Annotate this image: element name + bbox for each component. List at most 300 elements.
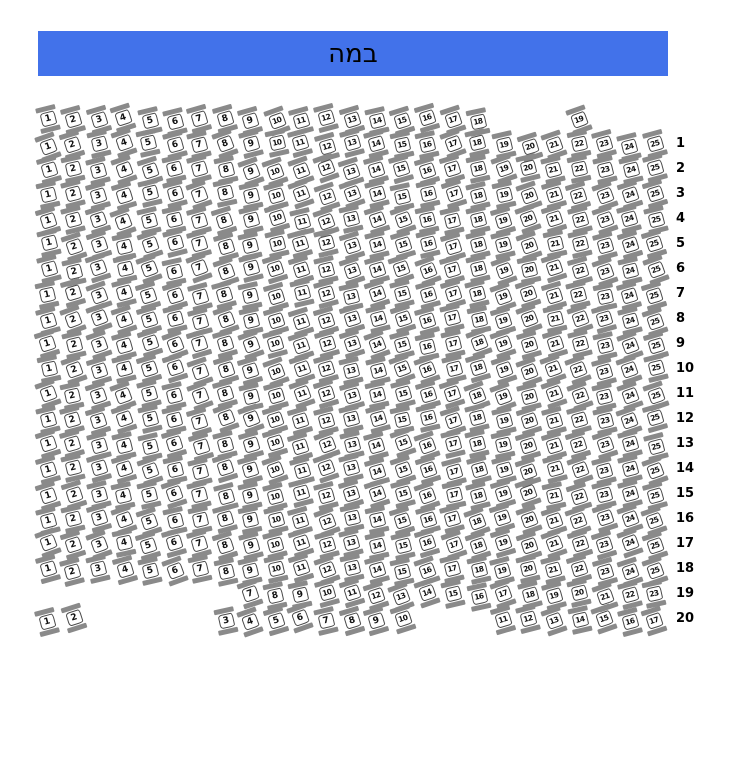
seat-row-17-num-8[interactable] — [212, 530, 239, 561]
seat-number: 16 — [422, 514, 434, 526]
seat-row-18-num-10[interactable] — [263, 554, 288, 584]
seat-row-11-num-7[interactable] — [186, 380, 214, 411]
seat-row-14-num-3[interactable] — [86, 453, 112, 483]
seat-row-5-num-16[interactable] — [415, 229, 440, 259]
seat-row-13-num-18[interactable] — [465, 429, 490, 459]
seat-row-6-num-1[interactable] — [36, 254, 62, 284]
seat-row-5-num-6[interactable] — [162, 228, 188, 258]
seat-row-18-num-20[interactable] — [515, 554, 540, 584]
seat-number: 13 — [346, 240, 358, 252]
seat-row-2-num-18[interactable] — [465, 154, 490, 184]
seat-pad — [241, 237, 259, 254]
seat-row-10-num-24[interactable] — [616, 354, 643, 385]
seat-row-20-num-6[interactable] — [286, 603, 314, 634]
seat-row-17-num-16[interactable] — [414, 528, 441, 559]
seat-row-2-num-4[interactable] — [110, 155, 137, 186]
seat-row-6-num-9[interactable] — [238, 253, 264, 283]
seat-number: 10 — [271, 137, 282, 149]
seat-row-9-num-23[interactable] — [593, 331, 618, 361]
row-label-2: 2 — [676, 161, 686, 176]
seat-number: 6 — [170, 139, 180, 151]
seat-row-18-num-8[interactable] — [213, 557, 238, 587]
seat-row-2-num-23[interactable] — [592, 155, 618, 185]
seat-row-13-num-22[interactable] — [565, 429, 592, 460]
seat-number: 22 — [574, 338, 586, 350]
seat-row-19-num-16[interactable] — [466, 582, 491, 612]
seat-number: 22 — [573, 490, 585, 503]
seat-row-15-num-6[interactable] — [160, 478, 187, 509]
seat-row-2-num-25[interactable] — [642, 153, 668, 183]
seat-row-17-num-19[interactable] — [490, 528, 517, 559]
seat-row-18-num-6[interactable] — [161, 556, 189, 587]
seat-number: 18 — [472, 239, 484, 251]
seat-row-20-num-10[interactable] — [389, 604, 416, 635]
seat-number: 23 — [598, 464, 610, 476]
seat-number: 12 — [320, 415, 332, 427]
seat-number: 20 — [523, 390, 535, 402]
seat-row-12-num-5[interactable] — [137, 404, 162, 434]
seat-row-18-num-18[interactable] — [466, 555, 491, 585]
seat-row-8-num-4[interactable] — [110, 305, 137, 336]
seat-row-19-num-14[interactable] — [414, 578, 441, 609]
seat-row-19-num-22[interactable] — [617, 580, 643, 610]
seat-row-17-num-7[interactable] — [186, 528, 212, 558]
seat-number: 16 — [421, 341, 433, 352]
seat-number: 1 — [43, 438, 53, 450]
seat-row-10-num-16[interactable] — [413, 354, 440, 385]
seat-row-14-num-21[interactable] — [542, 453, 568, 483]
seat-row-12-num-14[interactable] — [365, 403, 391, 433]
seat-row-17-num-4[interactable] — [112, 528, 137, 558]
seat-row-11-num-21[interactable] — [541, 378, 568, 409]
seat-row-7-num-25[interactable] — [641, 281, 668, 312]
seat-number: 25 — [648, 540, 661, 552]
seat-row-17-num-15[interactable] — [390, 531, 415, 561]
seat-row-8-num-15[interactable] — [389, 303, 416, 334]
seat-row-10-num-6[interactable] — [161, 353, 188, 384]
seat-row-4-num-24[interactable] — [616, 204, 642, 234]
seat-row-18-num-1[interactable] — [35, 554, 61, 584]
seat-row-7-num-24[interactable] — [616, 281, 642, 311]
seat-row-7-num-18[interactable] — [464, 279, 490, 309]
seat-row-8-num-3[interactable] — [85, 303, 113, 334]
seat-pad — [191, 560, 209, 577]
seat-row-20-num-16[interactable] — [617, 607, 643, 637]
seat-row-4-num-3[interactable] — [85, 204, 112, 235]
seat-row-3-num-5[interactable] — [137, 178, 162, 208]
seat-row-9-num-8[interactable] — [212, 329, 238, 359]
seat-row-13-num-23[interactable] — [591, 429, 618, 460]
seat-pad — [165, 411, 183, 428]
seat-row-10-num-25[interactable] — [643, 353, 669, 383]
seat-row-8-num-20[interactable] — [515, 303, 543, 334]
seat-row-18-num-14[interactable] — [364, 554, 390, 584]
seat-row-4-num-20[interactable] — [515, 203, 543, 234]
seat-row-17-num-23[interactable] — [591, 529, 618, 560]
seat-row-1-num-23[interactable] — [591, 129, 617, 159]
seat-row-14-num-2[interactable] — [60, 453, 85, 483]
seat-row-4-num-10[interactable] — [263, 203, 290, 234]
seat-row-18-num-5[interactable] — [137, 556, 162, 586]
seat-number: 14 — [372, 312, 384, 324]
seat-row-5-num-19[interactable] — [490, 230, 516, 260]
seat-row-4-num-23[interactable] — [591, 204, 618, 235]
seat-row-10-num-18[interactable] — [465, 353, 491, 384]
seat-row-12-num-25[interactable] — [642, 403, 668, 434]
seat-number: 21 — [548, 387, 561, 400]
seat-row-6-num-23[interactable] — [592, 256, 619, 287]
seat-row-17-num-6[interactable] — [161, 528, 187, 558]
seat-number: 18 — [473, 564, 484, 576]
seat-row-18-num-4[interactable] — [111, 555, 137, 586]
seat-row-20-num-12[interactable] — [515, 604, 541, 634]
seat-row-5-num-1[interactable] — [36, 228, 61, 258]
seat-number: 2 — [69, 338, 79, 350]
seat-number: 10 — [270, 513, 282, 525]
seat-row-18-num-17[interactable] — [440, 554, 466, 584]
seat-row-5-num-22[interactable] — [567, 229, 592, 259]
seat-row-19-num-11[interactable] — [339, 578, 366, 609]
seat-row-9-num-17[interactable] — [440, 329, 465, 359]
seat-row-9-num-20[interactable] — [516, 330, 542, 360]
seat-row-11-num-17[interactable] — [439, 378, 466, 409]
seat-number: 16 — [473, 591, 485, 602]
seat-number: 14 — [371, 466, 383, 478]
seat-number: 24 — [623, 537, 636, 549]
seat-row-6-num-3[interactable] — [84, 253, 111, 284]
seat-row-18-num-21[interactable] — [540, 554, 566, 584]
seat-row-18-num-7[interactable] — [187, 554, 212, 584]
seat-row-15-num-7[interactable] — [187, 480, 213, 510]
seat-row-7-num-4[interactable] — [111, 278, 137, 308]
seat-number: 20 — [523, 189, 535, 202]
seat-row-5-num-23[interactable] — [592, 231, 618, 261]
seat-row-3-num-19[interactable] — [491, 181, 516, 211]
seat-number: 24 — [624, 463, 636, 475]
seat-number: 23 — [599, 213, 611, 226]
seat-row-14-num-12[interactable] — [312, 453, 339, 484]
seat-number: 3 — [93, 165, 102, 177]
seat-number: 6 — [169, 214, 178, 226]
seat-row-4-num-8[interactable] — [211, 206, 238, 237]
seat-row-1-num-13[interactable] — [339, 128, 365, 158]
seat-row-9-num-13[interactable] — [339, 329, 366, 360]
seat-pad — [217, 563, 235, 580]
seat-row-8-num-14[interactable] — [365, 304, 391, 334]
seat-row-12-num-7[interactable] — [186, 406, 212, 437]
seat-row-11-num-1[interactable] — [34, 378, 61, 409]
seat-number: 23 — [598, 313, 610, 325]
seat-row-16-num-10[interactable] — [263, 505, 289, 535]
seat-row-8-num-17[interactable] — [439, 303, 465, 333]
seat-row-19-num-10[interactable] — [314, 578, 340, 608]
seat-row-14-num-22[interactable] — [566, 455, 593, 486]
seat-number: 10 — [270, 290, 282, 303]
seat-row-20-num-4[interactable] — [237, 606, 265, 637]
row-label-18: 18 — [676, 561, 695, 576]
seat-row-16-num-14[interactable] — [365, 505, 390, 535]
seat-number: 7 — [196, 290, 205, 302]
seat-row-4-num-13[interactable] — [338, 204, 363, 234]
seat-row-18-num-2[interactable] — [59, 557, 85, 587]
seat-number: 18 — [472, 539, 484, 552]
seat-number: 9 — [295, 588, 304, 600]
seat-number: 11 — [295, 562, 307, 574]
seat-number: 12 — [321, 190, 333, 203]
seat-row-11-num-5[interactable] — [136, 378, 162, 408]
seat-row-2-num-19[interactable] — [490, 153, 517, 184]
seat-row-2-num-22[interactable] — [567, 154, 592, 184]
seat-row-12-num-18[interactable] — [465, 403, 491, 433]
seat-number: 2 — [68, 413, 77, 425]
seat-row-20-num-8[interactable] — [339, 606, 366, 637]
seat-row-7-num-9[interactable] — [238, 281, 263, 311]
seat-number: 8 — [220, 461, 229, 474]
seat-number: 3 — [94, 488, 104, 500]
seat-row-7-num-12[interactable] — [313, 279, 339, 309]
seat-row-9-num-7[interactable] — [186, 329, 213, 360]
seat-row-7-num-11[interactable] — [289, 278, 314, 308]
seat-number: 17 — [447, 338, 459, 350]
seat-row-1-num-4[interactable] — [110, 128, 137, 159]
seat-row-3-num-2[interactable] — [60, 179, 86, 209]
seat-row-1-num-9[interactable] — [238, 129, 264, 159]
seat-row-2-num-6[interactable] — [162, 154, 187, 184]
seat-row-6-num-21[interactable] — [540, 253, 567, 284]
seat-number: 4 — [119, 363, 128, 375]
seat-number: 10 — [270, 190, 282, 202]
seat-row-front-num-1[interactable] — [35, 104, 61, 134]
seat-row-front-num-12[interactable] — [313, 103, 339, 133]
seat-row-1-num-11[interactable] — [287, 128, 313, 158]
seat-number: 25 — [649, 412, 661, 424]
seat-row-17-num-1[interactable] — [34, 528, 62, 559]
seat-row-9-num-19[interactable] — [490, 328, 517, 359]
seat-number: 20 — [522, 562, 534, 574]
seat-row-15-num-11[interactable] — [288, 478, 314, 508]
seat-number: 12 — [370, 589, 383, 602]
seat-row-3-num-6[interactable] — [162, 178, 188, 208]
seat-row-12-num-11[interactable] — [287, 406, 313, 437]
seat-row-10-num-4[interactable] — [111, 354, 137, 384]
seat-row-10-num-9[interactable] — [237, 355, 263, 386]
row-label-11: 11 — [676, 386, 695, 401]
seat-row-13-num-19[interactable] — [491, 430, 516, 460]
seat-row-14-num-10[interactable] — [261, 454, 289, 485]
seat-row-13-num-10[interactable] — [262, 428, 289, 459]
seat-row-14-num-4[interactable] — [111, 454, 138, 485]
seat-row-8-num-16[interactable] — [414, 306, 440, 336]
seat-row-12-num-13[interactable] — [338, 404, 364, 434]
seat-number: 5 — [145, 164, 154, 177]
seat-row-15-num-15[interactable] — [390, 479, 416, 509]
seat-row-3-num-8[interactable] — [212, 179, 237, 209]
seat-row-16-num-9[interactable] — [238, 505, 263, 535]
seat-number: 14 — [370, 138, 382, 150]
seat-row-13-num-1[interactable] — [35, 429, 62, 460]
seat-row-3-num-7[interactable] — [185, 179, 212, 210]
seat-row-2-num-15[interactable] — [388, 154, 414, 184]
seat-number: 13 — [345, 165, 358, 178]
seat-number: 3 — [94, 338, 104, 351]
seat-number: 5 — [145, 565, 154, 577]
seat-row-14-num-18[interactable] — [465, 455, 491, 485]
seat-row-3-num-17[interactable] — [440, 178, 467, 209]
seat-number: 6 — [170, 464, 179, 476]
seat-row-1-num-8[interactable] — [211, 129, 239, 160]
seat-row-3-num-14[interactable] — [364, 179, 390, 209]
seat-row-13-num-17[interactable] — [440, 429, 466, 459]
seat-row-5-num-25[interactable] — [641, 228, 668, 259]
seat-row-3-num-1[interactable] — [35, 180, 60, 210]
seat-row-20-num-9[interactable] — [363, 606, 390, 637]
seat-row-19-num-15[interactable] — [440, 579, 465, 609]
seat-row-1-num-14[interactable] — [363, 129, 389, 159]
seat-row-13-num-6[interactable] — [161, 429, 187, 460]
seat-row-17-num-2[interactable] — [59, 530, 86, 561]
seat-number: 15 — [397, 540, 409, 552]
row-label-15: 15 — [676, 486, 695, 501]
seat-row-11-num-15[interactable] — [390, 379, 416, 409]
seat-number: 7 — [194, 112, 204, 125]
seat-row-12-num-4[interactable] — [110, 403, 137, 434]
seat-row-13-num-15[interactable] — [389, 428, 416, 459]
seat-row-16-num-20[interactable] — [515, 504, 542, 535]
seat-number: 4 — [120, 563, 129, 576]
seat-number: 9 — [246, 338, 256, 351]
seat-number: 6 — [170, 362, 179, 374]
seat-row-9-num-14[interactable] — [363, 330, 391, 361]
seat-row-18-num-3[interactable] — [86, 554, 111, 584]
seat-row-20-num-5[interactable] — [262, 606, 289, 637]
seat-row-20-num-1[interactable] — [34, 607, 60, 637]
seat-row-12-num-8[interactable] — [212, 403, 240, 434]
seat-number: 15 — [396, 288, 408, 300]
seat-row-20-num-11[interactable] — [490, 605, 516, 636]
seat-row-16-num-3[interactable] — [85, 503, 111, 534]
seat-number: 17 — [448, 466, 460, 478]
seat-row-front-num-7[interactable] — [186, 104, 212, 135]
seat-number: 23 — [599, 340, 611, 352]
seat-row-4-num-21[interactable] — [541, 203, 568, 234]
seat-row-1-num-5[interactable] — [136, 128, 161, 158]
seat-row-19-num-7[interactable] — [236, 579, 263, 610]
seat-number: 3 — [221, 615, 230, 627]
seat-row-10-num-2[interactable] — [60, 354, 87, 385]
seat-row-8-num-6[interactable] — [162, 304, 188, 334]
row-label-14: 14 — [676, 461, 695, 476]
seat-number: 6 — [169, 265, 179, 277]
seat-row-6-num-10[interactable] — [262, 253, 289, 284]
seat-row-9-num-10[interactable] — [262, 329, 288, 359]
seat-row-20-num-2[interactable] — [61, 603, 88, 634]
seat-row-15-num-12[interactable] — [313, 481, 339, 511]
seat-number: 18 — [471, 438, 483, 450]
seat-row-5-num-24[interactable] — [617, 229, 644, 260]
seat-row-1-num-22[interactable] — [567, 129, 592, 159]
seat-row-20-num-17[interactable] — [641, 606, 668, 637]
seat-number: 5 — [144, 262, 154, 275]
seat-row-19-num-20[interactable] — [566, 578, 591, 608]
seat-row-1-num-10[interactable] — [264, 128, 289, 158]
seat-number: 1 — [43, 413, 52, 425]
seat-row-13-num-20[interactable] — [515, 430, 542, 461]
seat-row-16-num-17[interactable] — [439, 504, 465, 534]
seat-row-6-num-5[interactable] — [135, 253, 163, 284]
seat-row-9-num-1[interactable] — [34, 328, 61, 359]
seat-row-9-num-9[interactable] — [237, 329, 264, 360]
seat-row-front-num-16[interactable] — [413, 103, 440, 134]
seat-number: 15 — [396, 115, 408, 127]
seat-row-3-num-11[interactable] — [288, 179, 315, 210]
seat-row-20-num-13[interactable] — [541, 605, 568, 636]
seat-number: 13 — [346, 439, 358, 451]
seat-row-4-num-17[interactable] — [439, 207, 464, 237]
seat-number: 9 — [246, 390, 255, 402]
seat-number: 13 — [347, 562, 358, 574]
seat-row-11-num-11[interactable] — [288, 379, 315, 410]
row-label-12: 12 — [676, 411, 695, 426]
seat-row-20-num-7[interactable] — [313, 606, 338, 636]
seat-number: 18 — [473, 314, 485, 325]
seat-number: 9 — [245, 165, 255, 178]
seat-row-7-num-16[interactable] — [415, 280, 441, 310]
seat-number: 14 — [372, 412, 384, 424]
seat-row-4-num-9[interactable] — [238, 205, 264, 235]
seat-number: 25 — [650, 340, 662, 352]
seat-row-12-num-9[interactable] — [237, 403, 265, 434]
seat-row-9-num-3[interactable] — [86, 329, 113, 360]
seat-number: 7 — [244, 588, 254, 600]
seat-row-19-num-17[interactable] — [489, 578, 516, 609]
seat-row-3-num-16[interactable] — [416, 179, 441, 209]
seat-row-10-num-19[interactable] — [490, 355, 517, 386]
seat-row-19-num-23[interactable] — [642, 579, 667, 609]
seat-row-18-num-11[interactable] — [287, 553, 314, 584]
seat-row-4-num-2[interactable] — [60, 205, 86, 235]
seat-row-17-num-24[interactable] — [616, 528, 643, 559]
seat-row-3-num-4[interactable] — [111, 180, 138, 211]
seat-number: 11 — [295, 487, 307, 499]
seat-row-2-num-7[interactable] — [186, 154, 212, 184]
seat-number: 4 — [118, 215, 128, 228]
seat-row-15-num-5[interactable] — [136, 480, 161, 510]
seat-row-16-num-2[interactable] — [61, 504, 86, 534]
seat-row-7-num-1[interactable] — [35, 280, 60, 310]
seat-row-12-num-16[interactable] — [416, 403, 441, 433]
seat-pad — [140, 486, 158, 503]
seat-row-1-num-16[interactable] — [415, 130, 440, 160]
seat-row-14-num-9[interactable] — [236, 455, 262, 485]
seat-number: 21 — [547, 164, 559, 176]
seat-number: 18 — [472, 190, 484, 202]
seat-row-6-num-7[interactable] — [185, 253, 213, 284]
seat-row-16-num-23[interactable] — [592, 503, 619, 534]
seat-row-20-num-14[interactable] — [567, 605, 592, 635]
seat-row-1-num-3[interactable] — [86, 129, 111, 159]
seat-number: 18 — [471, 390, 484, 403]
seat-row-13-num-14[interactable] — [363, 431, 389, 461]
seat-number: 13 — [346, 188, 359, 200]
seat-row-10-num-22[interactable] — [565, 354, 593, 385]
seat-row-14-num-13[interactable] — [339, 453, 365, 483]
seat-row-11-num-12[interactable] — [313, 379, 340, 410]
seat-row-20-num-3[interactable] — [213, 607, 238, 637]
seat-row-14-num-8[interactable] — [211, 453, 238, 484]
seat-row-9-num-5[interactable] — [136, 328, 163, 359]
seat-row-3-num-25[interactable] — [642, 179, 669, 210]
seat-row-16-num-8[interactable] — [212, 504, 238, 534]
